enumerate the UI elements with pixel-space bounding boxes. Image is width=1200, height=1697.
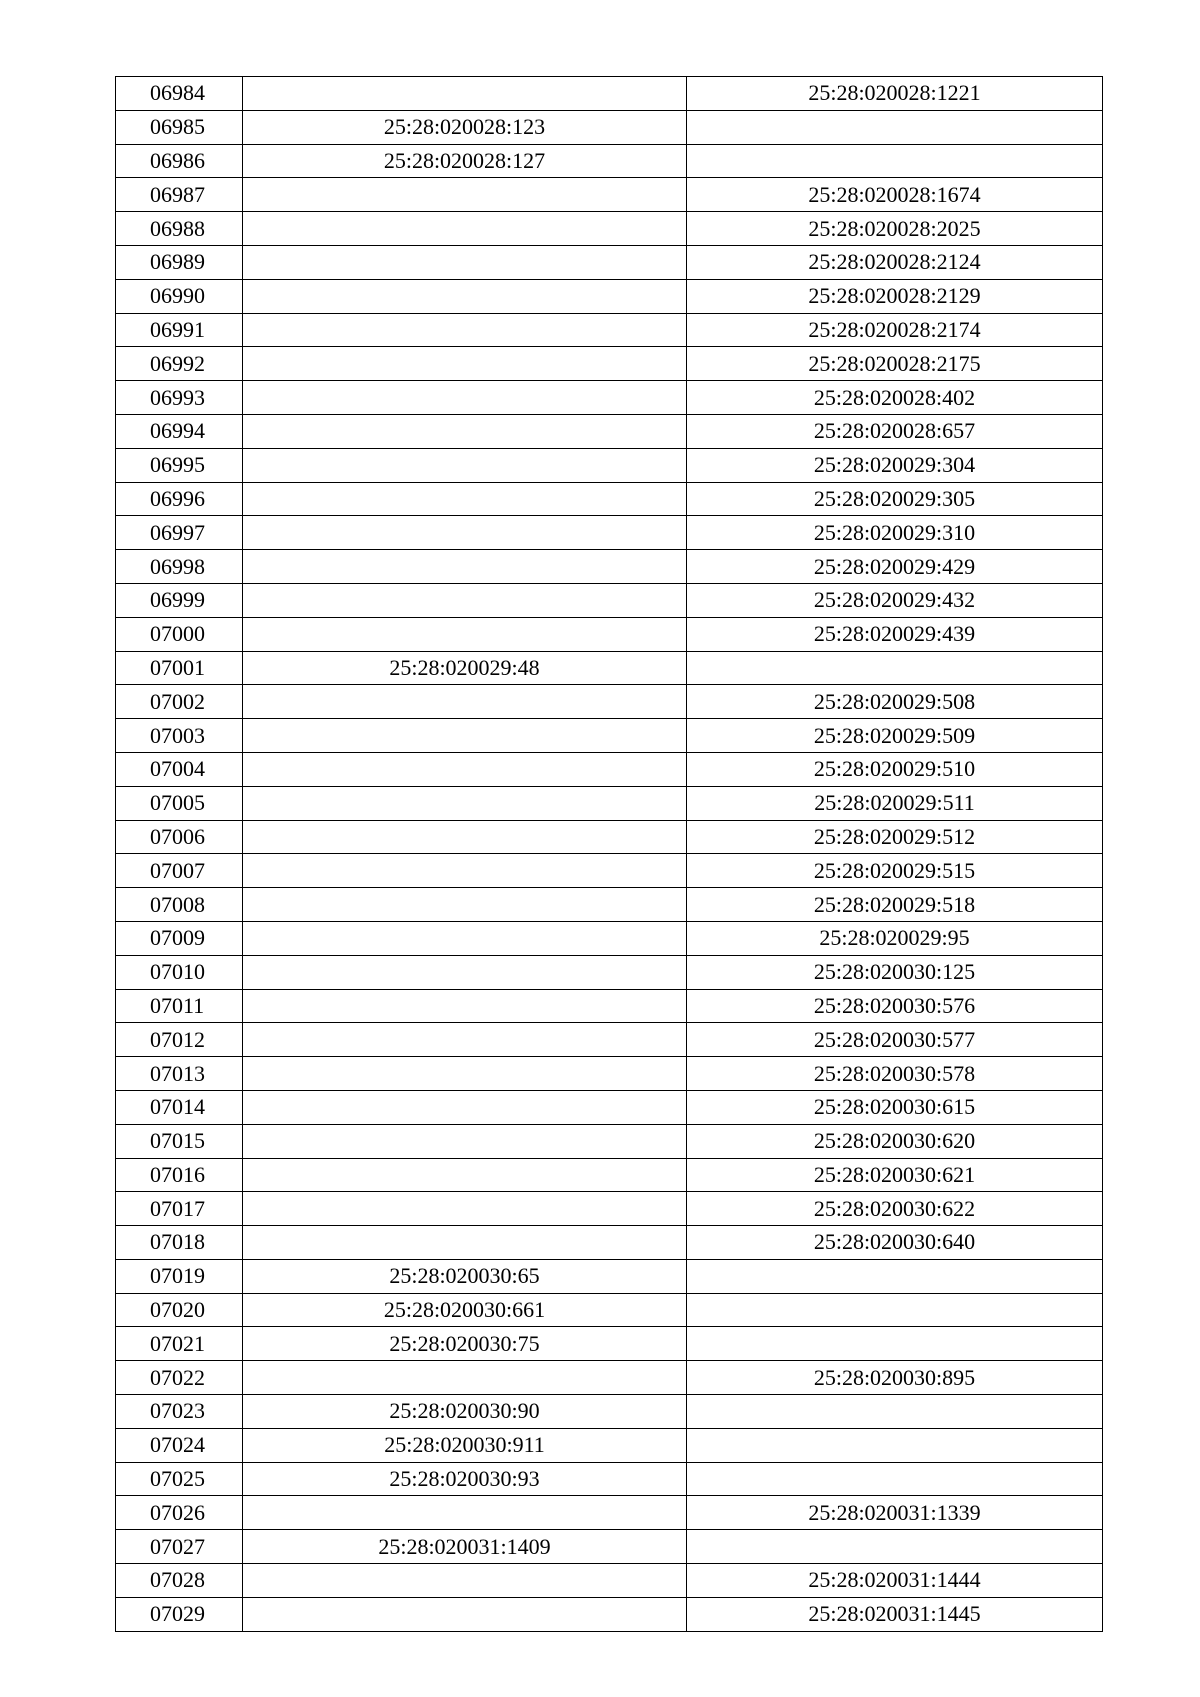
row-number: 07015 (116, 1124, 243, 1158)
cadastral-number-column-1 (243, 178, 687, 212)
cadastral-number-column-2: 25:28:020028:2124 (687, 245, 1103, 279)
cadastral-number-column-1 (243, 1057, 687, 1091)
table-row (116, 212, 1103, 246)
cadastral-number-column-1: 25:28:020030:90 (243, 1395, 687, 1429)
row-number: 07017 (116, 1192, 243, 1226)
cadastral-number-column-1 (243, 1597, 687, 1631)
row-number: 07026 (116, 1496, 243, 1530)
cadastral-number-column-2: 25:28:020028:1221 (687, 77, 1103, 111)
cadastral-number-column-2: 25:28:020028:402 (687, 381, 1103, 415)
table-row (116, 1023, 1103, 1057)
row-number: 06990 (116, 279, 243, 313)
cadastral-number-column-1 (243, 381, 687, 415)
cadastral-number-column-1 (243, 77, 687, 111)
cadastral-number-column-2: 25:28:020029:305 (687, 482, 1103, 516)
row-number: 07007 (116, 854, 243, 888)
row-number: 07027 (116, 1530, 243, 1564)
cadastral-number-column-1 (243, 719, 687, 753)
cadastral-number-column-1: 25:28:020030:661 (243, 1293, 687, 1327)
cadastral-number-column-1 (243, 212, 687, 246)
row-number: 07014 (116, 1090, 243, 1124)
cadastral-number-column-1 (243, 786, 687, 820)
table-row (116, 550, 1103, 584)
table-row (116, 685, 1103, 719)
cadastral-number-column-2: 25:28:020028:657 (687, 414, 1103, 448)
cadastral-number-column-1 (243, 820, 687, 854)
cadastral-number-column-1 (243, 1361, 687, 1395)
cadastral-number-column-2: 25:28:020030:640 (687, 1226, 1103, 1260)
table-row (116, 1361, 1103, 1395)
table-row (116, 144, 1103, 178)
table-row (116, 583, 1103, 617)
cadastral-number-column-1: 25:28:020030:75 (243, 1327, 687, 1361)
table-row (116, 1293, 1103, 1327)
row-number: 06999 (116, 583, 243, 617)
cadastral-number-column-1 (243, 1090, 687, 1124)
row-number: 07009 (116, 921, 243, 955)
table-row (116, 1057, 1103, 1091)
cadastral-number-column-2: 25:28:020029:429 (687, 550, 1103, 584)
cadastral-number-column-1 (243, 1158, 687, 1192)
cadastral-number-column-2: 25:28:020029:304 (687, 448, 1103, 482)
cadastral-number-column-1 (243, 617, 687, 651)
cadastral-number-column-1 (243, 989, 687, 1023)
table-row (116, 1192, 1103, 1226)
table-row (116, 888, 1103, 922)
cadastral-number-column-1 (243, 1023, 687, 1057)
table-row (116, 482, 1103, 516)
table-row (116, 1090, 1103, 1124)
row-number: 06984 (116, 77, 243, 111)
row-number: 06986 (116, 144, 243, 178)
cadastral-number-column-1: 25:28:020031:1409 (243, 1530, 687, 1564)
cadastral-number-column-2 (687, 651, 1103, 685)
cadastral-number-column-2 (687, 1327, 1103, 1361)
cadastral-number-column-2: 25:28:020031:1339 (687, 1496, 1103, 1530)
cadastral-number-column-1 (243, 414, 687, 448)
cadastral-number-column-2 (687, 1259, 1103, 1293)
cadastral-number-column-2 (687, 1293, 1103, 1327)
table-body (116, 77, 1103, 1632)
cadastral-number-column-2 (687, 1530, 1103, 1564)
cadastral-number-column-2: 25:28:020031:1444 (687, 1564, 1103, 1598)
table-row (116, 1158, 1103, 1192)
table-row (116, 381, 1103, 415)
table-row (116, 1428, 1103, 1462)
row-number: 07016 (116, 1158, 243, 1192)
table-row (116, 448, 1103, 482)
row-number: 07003 (116, 719, 243, 753)
row-number: 07021 (116, 1327, 243, 1361)
cadastral-number-column-1 (243, 347, 687, 381)
row-number: 06998 (116, 550, 243, 584)
table-row (116, 313, 1103, 347)
cadastral-number-column-2: 25:28:020028:2129 (687, 279, 1103, 313)
cadastral-number-column-1 (243, 854, 687, 888)
row-number: 07025 (116, 1462, 243, 1496)
cadastral-number-column-1 (243, 550, 687, 584)
row-number: 06991 (116, 313, 243, 347)
row-number: 07024 (116, 1428, 243, 1462)
row-number: 07028 (116, 1564, 243, 1598)
table-row (116, 516, 1103, 550)
table-row (116, 1564, 1103, 1598)
table-row (116, 1259, 1103, 1293)
cadastral-number-column-1 (243, 313, 687, 347)
cadastral-number-column-2: 25:28:020029:512 (687, 820, 1103, 854)
cadastral-number-column-1: 25:28:020030:911 (243, 1428, 687, 1462)
table-row (116, 1395, 1103, 1429)
cadastral-number-column-2 (687, 1428, 1103, 1462)
cadastral-number-column-2: 25:28:020029:511 (687, 786, 1103, 820)
table-row (116, 77, 1103, 111)
table-row (116, 719, 1103, 753)
table-row (116, 617, 1103, 651)
cadastral-number-column-2: 25:28:020030:615 (687, 1090, 1103, 1124)
cadastral-number-column-2: 25:28:020030:622 (687, 1192, 1103, 1226)
cadastral-number-column-1: 25:28:020030:93 (243, 1462, 687, 1496)
row-number: 06996 (116, 482, 243, 516)
cadastral-number-column-2: 25:28:020028:2174 (687, 313, 1103, 347)
row-number: 06995 (116, 448, 243, 482)
row-number: 06997 (116, 516, 243, 550)
row-number: 07001 (116, 651, 243, 685)
cadastral-number-column-2: 25:28:020029:509 (687, 719, 1103, 753)
cadastral-number-column-2: 25:28:020029:508 (687, 685, 1103, 719)
cadastral-number-column-1 (243, 955, 687, 989)
row-number: 07002 (116, 685, 243, 719)
table-row (116, 989, 1103, 1023)
cadastral-number-column-2: 25:28:020029:518 (687, 888, 1103, 922)
cadastral-number-column-1 (243, 1226, 687, 1260)
table-row (116, 1124, 1103, 1158)
row-number: 07029 (116, 1597, 243, 1631)
row-number: 06992 (116, 347, 243, 381)
cadastral-number-column-2 (687, 1395, 1103, 1429)
table-row (116, 1530, 1103, 1564)
row-number: 06987 (116, 178, 243, 212)
cadastral-number-column-1 (243, 752, 687, 786)
cadastral-number-column-1 (243, 685, 687, 719)
cadastral-number-column-2 (687, 1462, 1103, 1496)
cadastral-number-column-2: 25:28:020028:2175 (687, 347, 1103, 381)
table-row (116, 786, 1103, 820)
cadastral-number-column-1 (243, 1564, 687, 1598)
table-row (116, 1226, 1103, 1260)
cadastral-number-column-1: 25:28:020030:65 (243, 1259, 687, 1293)
table-row (116, 1597, 1103, 1631)
cadastral-table (115, 76, 1103, 1632)
row-number: 07011 (116, 989, 243, 1023)
row-number: 06985 (116, 110, 243, 144)
cadastral-number-column-1 (243, 583, 687, 617)
row-number: 07005 (116, 786, 243, 820)
cadastral-number-column-2: 25:28:020030:125 (687, 955, 1103, 989)
cadastral-number-column-1 (243, 1124, 687, 1158)
cadastral-number-column-1: 25:28:020028:127 (243, 144, 687, 178)
cadastral-number-column-1 (243, 279, 687, 313)
table-row (116, 921, 1103, 955)
cadastral-number-column-1: 25:28:020028:123 (243, 110, 687, 144)
cadastral-number-column-2: 25:28:020029:515 (687, 854, 1103, 888)
cadastral-number-column-2 (687, 110, 1103, 144)
row-number: 07000 (116, 617, 243, 651)
table-row (116, 955, 1103, 989)
table-row (116, 752, 1103, 786)
cadastral-number-column-2: 25:28:020030:621 (687, 1158, 1103, 1192)
table-row (116, 651, 1103, 685)
cadastral-number-column-2: 25:28:020030:577 (687, 1023, 1103, 1057)
row-number: 07012 (116, 1023, 243, 1057)
cadastral-number-column-1 (243, 888, 687, 922)
table-row (116, 110, 1103, 144)
cadastral-number-column-1 (243, 516, 687, 550)
cadastral-number-column-1 (243, 921, 687, 955)
table-row (116, 1496, 1103, 1530)
row-number: 07013 (116, 1057, 243, 1091)
cadastral-number-column-2: 25:28:020028:1674 (687, 178, 1103, 212)
row-number: 07019 (116, 1259, 243, 1293)
cadastral-number-column-2: 25:28:020029:432 (687, 583, 1103, 617)
cadastral-number-column-2: 25:28:020029:510 (687, 752, 1103, 786)
row-number: 06988 (116, 212, 243, 246)
row-number: 06994 (116, 414, 243, 448)
table-row (116, 1462, 1103, 1496)
cadastral-number-column-2: 25:28:020030:895 (687, 1361, 1103, 1395)
cadastral-number-column-2: 25:28:020029:95 (687, 921, 1103, 955)
cadastral-number-column-1 (243, 245, 687, 279)
cadastral-number-column-1 (243, 1192, 687, 1226)
table-row (116, 178, 1103, 212)
row-number: 07023 (116, 1395, 243, 1429)
row-number: 07018 (116, 1226, 243, 1260)
row-number: 06993 (116, 381, 243, 415)
cadastral-number-column-1 (243, 482, 687, 516)
table-row (116, 1327, 1103, 1361)
cadastral-number-column-1 (243, 448, 687, 482)
row-number: 07022 (116, 1361, 243, 1395)
table-row (116, 279, 1103, 313)
cadastral-number-column-2: 25:28:020029:439 (687, 617, 1103, 651)
cadastral-number-column-2: 25:28:020029:310 (687, 516, 1103, 550)
row-number: 07006 (116, 820, 243, 854)
row-number: 07010 (116, 955, 243, 989)
cadastral-number-column-2: 25:28:020028:2025 (687, 212, 1103, 246)
row-number: 07004 (116, 752, 243, 786)
table-row (116, 414, 1103, 448)
cadastral-number-column-2: 25:28:020030:578 (687, 1057, 1103, 1091)
cadastral-number-column-2: 25:28:020031:1445 (687, 1597, 1103, 1631)
table-row (116, 347, 1103, 381)
table-row (116, 820, 1103, 854)
cadastral-number-column-2 (687, 144, 1103, 178)
cadastral-number-column-2: 25:28:020030:620 (687, 1124, 1103, 1158)
table-row (116, 854, 1103, 888)
cadastral-number-column-1 (243, 1496, 687, 1530)
row-number: 07020 (116, 1293, 243, 1327)
row-number: 07008 (116, 888, 243, 922)
cadastral-number-column-1: 25:28:020029:48 (243, 651, 687, 685)
cadastral-number-column-2: 25:28:020030:576 (687, 989, 1103, 1023)
row-number: 06989 (116, 245, 243, 279)
table-row (116, 245, 1103, 279)
